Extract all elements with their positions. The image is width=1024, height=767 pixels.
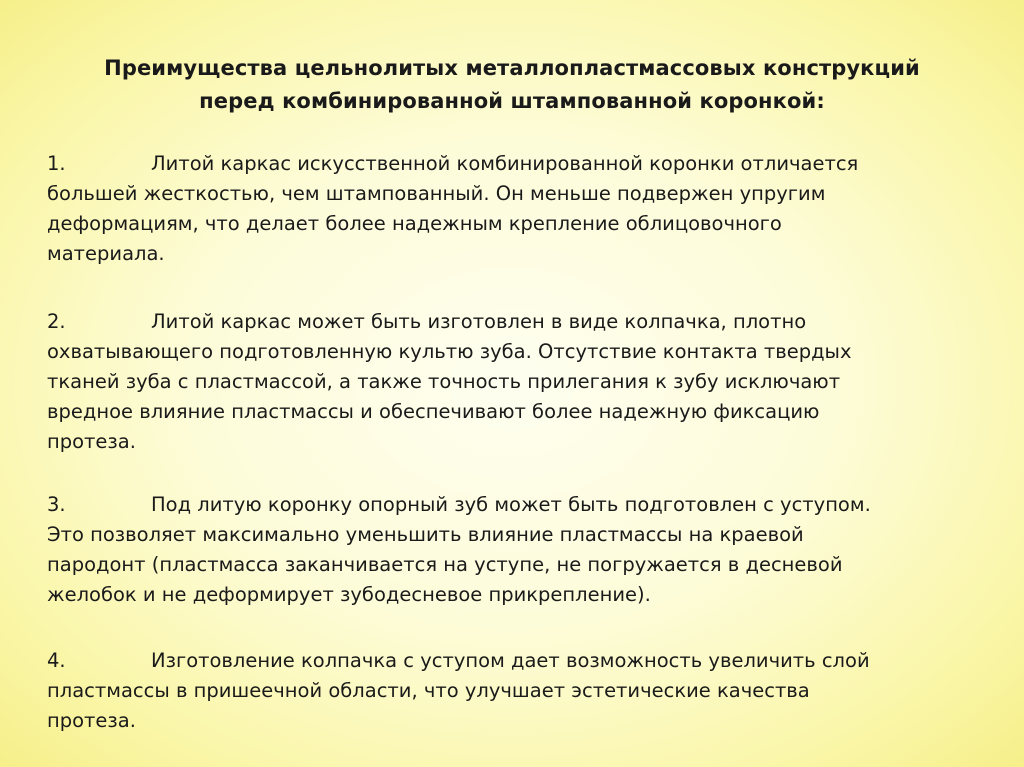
- list-item-number: 2.: [47, 310, 66, 333]
- list-item-text: Литой каркас искусственной комбинированной коронки отличается: [151, 152, 859, 175]
- list-item-line: [47, 646, 987, 676]
- list-item-text: большей жесткостью, чем штампованный. Он меньше подвержен упругим: [47, 182, 826, 205]
- list-item-text: Это позволяет максимально уменьшить влияние пластмассы на краевой: [47, 523, 804, 546]
- title-line-1: Преимущества цельнолитых металлопластмассовых конструкций: [104, 56, 920, 80]
- list-item-number: 3.: [47, 493, 66, 516]
- list-item-text: деформациям, что делает более надежным крепление облицовочного: [47, 212, 782, 235]
- list-item-text: протеза.: [47, 709, 136, 732]
- list-item-text: охватывающего подготовленную культю зуба. Отсутствие контакта твердых: [47, 340, 852, 363]
- list-item-text: пластмассы в пришеечной области, что улучшает эстетические качества: [47, 679, 810, 702]
- list-item-text: вредное влияние пластмассы и обеспечивают более надежную фиксацию: [47, 400, 820, 423]
- list-item-text: протеза.: [47, 430, 136, 453]
- list-item-text: Изготовление колпачка с уступом дает возможность увеличить слой: [151, 649, 870, 672]
- list-item-text: желобок и не деформирует зубодесневое прикрепление).: [47, 583, 651, 606]
- list-item-text: материала.: [47, 242, 165, 265]
- list-item-2: [47, 307, 987, 457]
- list-item-3: [47, 490, 987, 610]
- list-item-line: [47, 149, 987, 179]
- title-line-2: перед комбинированной штампованной коронкой:: [199, 89, 825, 113]
- list-item-text: Литой каркас может быть изготовлен в виде колпачка, плотно: [151, 310, 807, 333]
- list-item-number: 4.: [47, 649, 66, 672]
- list-item-line: [47, 490, 987, 520]
- list-item-text: Под литую коронку опорный зуб может быть подготовлен с уступом.: [151, 493, 871, 516]
- list-item-1: [47, 149, 987, 269]
- slide-title: [20, 52, 1004, 118]
- list-item-line: [47, 307, 987, 337]
- list-item-text: пародонт (пластмасса заканчивается на уступе, не погружается в десневой: [47, 553, 843, 576]
- list-item-text: тканей зуба с пластмассой, а также точность прилегания к зубу исключают: [47, 370, 841, 393]
- list-item-4: [47, 646, 987, 736]
- list-item-number: 1.: [47, 152, 66, 175]
